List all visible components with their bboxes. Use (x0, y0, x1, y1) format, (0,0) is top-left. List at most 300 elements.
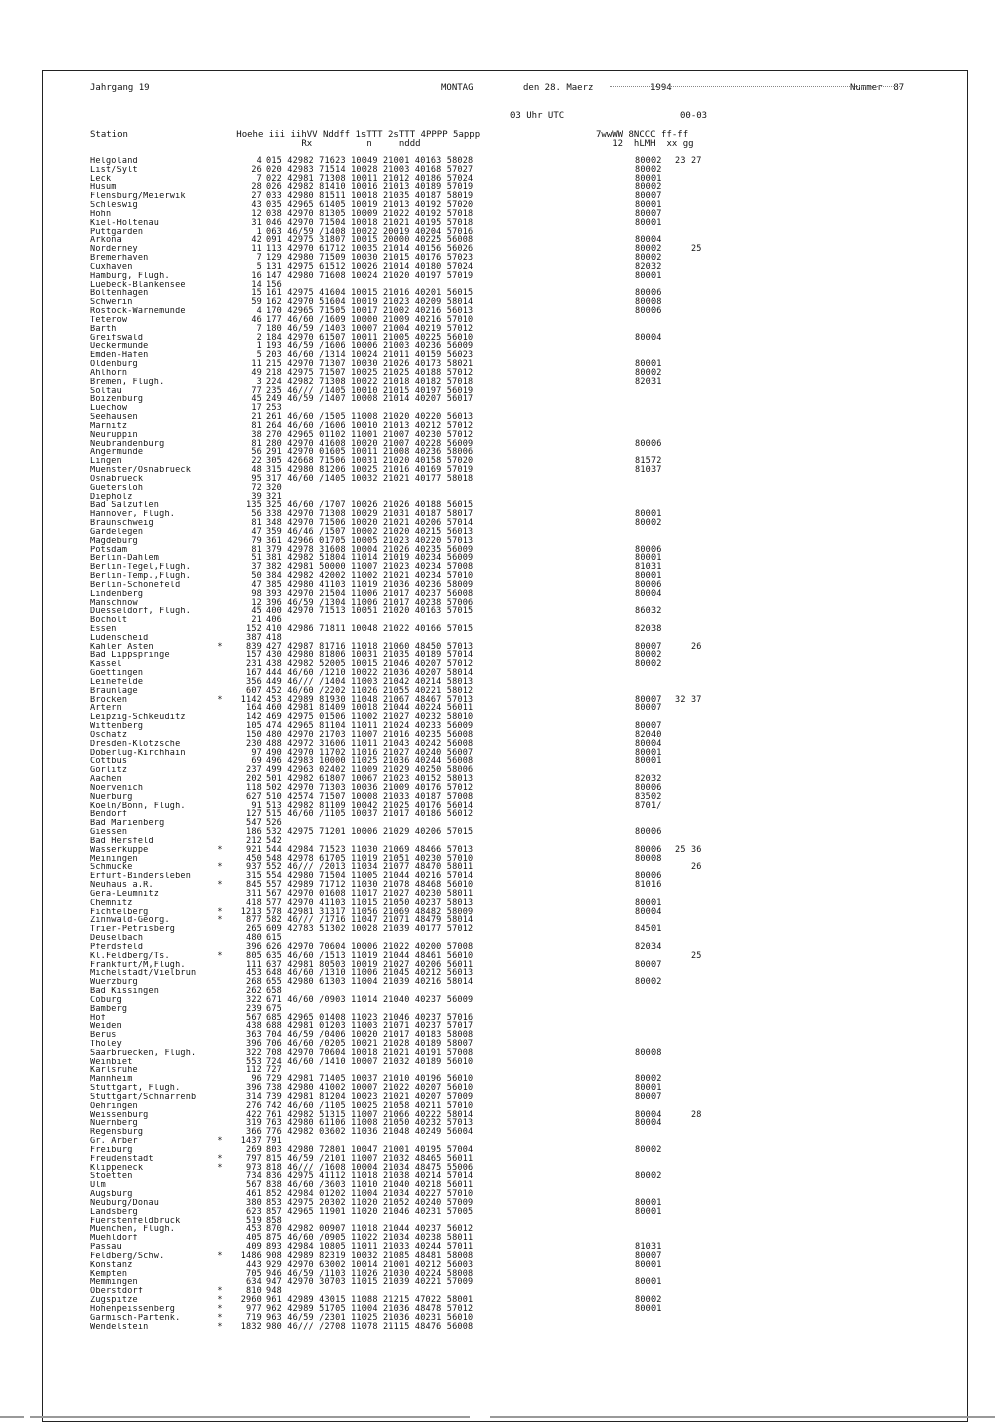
station-name: Ulm (90, 1181, 106, 1191)
station-name: Leck (90, 174, 112, 184)
station-height: 311 (246, 888, 262, 899)
synop-groups: 384 42982 42002 11002 21021 40234 57010 (266, 571, 474, 581)
station-height: 1486 (240, 1250, 262, 1261)
station-height: 27 (251, 191, 262, 202)
station-height: 7 (256, 173, 262, 184)
station-height: 438 (246, 1021, 262, 1032)
station-name: Lüdenscheid (90, 633, 149, 643)
station-height: 1437 (240, 1136, 262, 1147)
synop-groups: 554 42980 71504 11005 21044 40216 57014 (266, 871, 474, 882)
cloud-group: 80006 (635, 306, 662, 317)
synop-groups: 857 42965 11901 11020 21046 40231 57005 (266, 1206, 474, 1217)
cloud-group: 80004 (635, 588, 662, 599)
station-height: 396 (246, 941, 262, 952)
station-name: Luebeck-Blankensee (90, 280, 186, 290)
station-name: Braunschweig (90, 519, 154, 529)
cloud-group: 81016 (635, 880, 662, 891)
station-name: Gr. Arber (90, 1137, 138, 1147)
synop-groups: 113 42970 61712 10035 21014 40156 56026 (266, 244, 474, 255)
synop-groups: 321 (266, 491, 282, 502)
synop-groups: 815 46/59 /2101 11007 21032 48465 56011 (266, 1153, 474, 1164)
synop-groups: 578 42981 31317 11056 21069 48482 58009 (266, 906, 474, 917)
column-header-1: Station Hoehe iii iihVV Nddff 1sTTT 2sTTT 4PPPP 5appp (90, 130, 481, 140)
synop-groups: 320 (266, 482, 282, 493)
synop-groups: 818 46/// /1608 10004 21034 48475 55006 (266, 1162, 474, 1173)
synop-groups: 469 42975 01506 11002 21027 40232 58010 (266, 712, 474, 723)
synop-groups: 803 42980 72801 10047 21001 40195 57004 (266, 1144, 474, 1155)
synop-groups: 853 42975 20302 11020 21052 40240 57009 (266, 1197, 474, 1208)
station-height: 81 (251, 544, 262, 555)
synop-groups: 729 42981 71405 10037 21010 40196 56010 (266, 1074, 474, 1085)
station-height: 79 (251, 535, 262, 546)
synop-groups: 444 46/60 /1210 10022 21036 40207 58014 (266, 668, 474, 679)
cloud-group: 80004 (635, 906, 662, 917)
station-height: 72 (251, 482, 262, 493)
cloud-group: 80002 (635, 977, 662, 988)
cloud-group: 80008 (635, 853, 662, 864)
station-name: Osnabrueck (90, 474, 144, 484)
station-name: Trier-Petrisberg (90, 925, 176, 935)
station-height: 1 (256, 226, 262, 237)
cloud-group: 80007 (635, 208, 662, 219)
station-name: Gardelegen (90, 527, 144, 537)
station-name: Norderney (90, 245, 138, 255)
station-height: 59 (251, 297, 262, 308)
synop-groups: 396 46/59 /1304 11006 21017 40238 57006 (266, 597, 474, 608)
synop-groups: 131 42975 61512 10026 21014 40180 57024 (266, 261, 474, 272)
synop-groups: 015 42982 71623 10049 21001 40163 58028 (266, 156, 474, 166)
station-height: 81 (251, 420, 262, 431)
station-name: Kiel-Holtenau (90, 218, 160, 228)
station-name: Magdeburg (90, 536, 138, 546)
station-name: Schmücke (90, 863, 133, 873)
synop-groups: 490 42970 11702 11016 21027 40240 56007 (266, 747, 474, 758)
mountain-marker: * (217, 1295, 223, 1306)
station-height: 81 (251, 518, 262, 529)
synop-groups: 315 42980 81206 10025 21016 40169 57019 (266, 465, 474, 476)
cloud-group: 80001 (635, 509, 662, 520)
station-height: 51 (251, 553, 262, 564)
cloud-group: 80001 (635, 359, 662, 370)
station-height: 45 (251, 394, 262, 405)
station-height: 5 (256, 261, 262, 272)
station-name: Guetersloh (90, 483, 144, 493)
station-height: 262 (246, 986, 262, 997)
station-name: Karlsruhe (90, 1066, 138, 1076)
cloud-group: 81031 (635, 562, 662, 573)
station-name: Görlitz (90, 766, 128, 776)
synop-groups: 385 42980 41103 11019 21036 40236 58009 (266, 579, 474, 590)
cloud-group: 80008 (635, 297, 662, 308)
station-name: Cottbus (90, 757, 128, 767)
station-height: 2 (256, 332, 262, 343)
cloud-group: 80006 (635, 544, 662, 555)
station-height: 127 (246, 809, 262, 820)
mountain-marker: * (217, 641, 223, 652)
synop-groups: 946 46/59 /1103 11026 21030 40224 58008 (266, 1268, 474, 1279)
station-name: Berlin-Tegel,Flugh. (90, 563, 192, 573)
station-name: Zinnwald-Georg. (90, 916, 170, 926)
station-height: 111 (246, 959, 262, 970)
synop-groups: 557 42989 71712 11030 21078 48468 56010 (266, 880, 474, 891)
station-name: Braunlage (90, 686, 138, 696)
cloud-group: 80001 (635, 1197, 662, 1208)
station-name: Lingen (90, 457, 122, 467)
station-name: Bremerhaven (90, 254, 149, 264)
cloud-group: 83502 (635, 791, 662, 802)
cloud-group: 80001 (635, 571, 662, 581)
header-divider (610, 86, 900, 87)
station-name: Bremen, Flugh. (90, 377, 165, 387)
cloud-group: 80002 (635, 182, 662, 193)
station-height: 1142 (240, 694, 262, 705)
synop-groups: 499 42963 02402 11009 21029 40250 58006 (266, 765, 474, 776)
station-height: 167 (246, 668, 262, 679)
synop-groups: 567 42970 01608 11017 21027 40230 58011 (266, 888, 474, 899)
synop-groups: 526 (266, 818, 282, 829)
cloud-group: 80001 (635, 1206, 662, 1217)
synop-groups: 338 42970 71308 10029 21031 40187 58017 (266, 509, 474, 520)
station-height: 269 (246, 1144, 262, 1155)
synop-groups: 502 42970 71303 10036 21009 40176 57012 (266, 782, 474, 793)
synop-groups: 280 42970 41608 10020 21007 40228 56009 (266, 438, 474, 449)
station-name: Schwerin (90, 298, 133, 308)
cloud-group: 80001 (635, 200, 662, 211)
synop-groups: 033 42980 81511 10018 21035 40187 58019 (266, 191, 474, 202)
mountain-marker: * (217, 1136, 223, 1147)
synop-groups: 637 42981 80503 10019 21027 40206 56011 (266, 959, 474, 970)
station-name: Hamburg, Flugh. (90, 271, 170, 281)
synop-groups: 852 42984 01202 11004 21034 40227 57010 (266, 1189, 474, 1200)
station-height: 553 (246, 1056, 262, 1067)
mountain-marker: * (217, 1153, 223, 1164)
station-name: Coburg (90, 995, 122, 1005)
synop-groups: 215 42970 71307 10030 21026 40173 58021 (266, 359, 474, 370)
synop-groups: 235 46/// /1405 10010 21015 40197 56019 (266, 385, 474, 396)
cloud-group: 80002 (635, 367, 662, 378)
station-height: 627 (246, 791, 262, 802)
gust-group: 26 (675, 641, 702, 652)
synop-groups: 406 (266, 615, 282, 626)
synop-groups: 418 (266, 632, 282, 643)
station-height: 315 (246, 871, 262, 882)
mountain-marker: * (217, 915, 223, 926)
cloud-group: 80001 (635, 217, 662, 228)
station-height: 443 (246, 1259, 262, 1270)
mountain-marker: * (217, 862, 223, 873)
station-name: Freiburg (90, 1145, 133, 1155)
station-height: 237 (246, 765, 262, 776)
station-name: Bamberg (90, 1004, 128, 1014)
station-height: 314 (246, 1091, 262, 1102)
station-name: Passau (90, 1243, 122, 1253)
synop-groups: 393 42970 21504 11006 21017 40237 56008 (266, 588, 474, 599)
mountain-marker: * (217, 950, 223, 961)
synop-groups: 980 46/// /2708 11078 21115 48476 56008 (266, 1321, 474, 1332)
cloud-group: 84501 (635, 924, 662, 935)
station-height: 15 (251, 288, 262, 299)
station-name: Klippeneck (90, 1163, 144, 1173)
footer-line (30, 1416, 470, 1418)
synop-groups: 147 42980 71608 10024 21020 40197 57019 (266, 270, 474, 281)
date-label: den 28. Maerz (523, 83, 594, 93)
station-height: 461 (246, 1189, 262, 1200)
station-name: Leipzig-Schkeuditz (90, 713, 186, 723)
station-name: Pferdsfeld (90, 942, 144, 952)
synop-groups: 249 46/59 /1407 10008 21014 40207 56017 (266, 394, 474, 405)
synop-groups: 379 42978 31608 10004 21026 40235 56009 (266, 544, 474, 555)
synop-groups: 658 (266, 986, 282, 997)
station-name: Bad Salzuflen (90, 501, 160, 511)
gust-group: 32 37 (675, 694, 702, 705)
station-height: 152 (246, 623, 262, 634)
station-height: 977 (246, 1303, 262, 1314)
station-height: 453 (246, 968, 262, 979)
station-height: 973 (246, 1162, 262, 1173)
synop-groups: 688 42981 01203 11003 21071 40237 57017 (266, 1021, 474, 1032)
station-height: 396 (246, 1083, 262, 1094)
synop-groups: 359 46/46 /1507 10002 21020 40215 56013 (266, 526, 474, 537)
station-height: 805 (246, 950, 262, 961)
station-name: Greifswald (90, 333, 144, 343)
synop-groups: 513 42982 81109 10042 21025 40176 56014 (266, 800, 474, 811)
station-name: Angermünde (90, 448, 144, 458)
station-name: Zugspitze (90, 1296, 138, 1306)
synop-groups: 963 46/59 /2301 11025 21036 40231 56010 (266, 1312, 474, 1323)
station-height: 705 (246, 1268, 262, 1279)
cloud-group: 82032 (635, 261, 662, 272)
synop-groups: 858 (266, 1215, 282, 1226)
cloud-group: 80007 (635, 694, 662, 705)
station-name: Hannover, Flugh. (90, 510, 176, 520)
synop-groups: 410 42986 71811 10048 21022 40166 57015 (266, 623, 474, 634)
station-height: 230 (246, 738, 262, 749)
footer-line (490, 1416, 995, 1418)
station-height: 47 (251, 526, 262, 537)
cloud-group: 80006 (635, 288, 662, 299)
station-height: 12 (251, 597, 262, 608)
synop-groups: 046 42970 71504 10018 21021 40195 57018 (266, 217, 474, 228)
station-height: 157 (246, 650, 262, 661)
station-name: Giessen (90, 828, 128, 838)
station-height: 105 (246, 721, 262, 732)
station-name: Artern (90, 704, 122, 714)
synop-groups: 929 42970 63002 10014 21001 40212 56003 (266, 1259, 474, 1270)
station-height: 1832 (240, 1321, 262, 1332)
cloud-group: 80006 (635, 782, 662, 793)
synop-groups: 224 42982 71308 10022 21018 40182 57018 (266, 376, 474, 387)
synop-groups: 317 46/60 /1405 10032 21021 40177 58018 (266, 473, 474, 484)
synop-groups: 270 42965 01102 11001 21007 40230 57012 (266, 429, 474, 440)
synop-groups: 515 46/60 /1105 10037 21017 40186 56012 (266, 809, 474, 820)
synop-groups: 488 42972 31606 11011 21043 40242 56008 (266, 738, 474, 749)
cloud-group: 80002 (635, 164, 662, 175)
cloud-group: 80002 (635, 518, 662, 529)
station-name: Husum (90, 183, 117, 193)
synop-groups: 838 46/60 /3603 11010 21040 40218 56011 (266, 1180, 474, 1191)
station-height: 937 (246, 862, 262, 873)
station-name: Erfurt-Bindersleben (90, 872, 192, 882)
station-name: Kl.Feldberg/Ts. (90, 951, 170, 961)
synop-groups: 156 (266, 279, 282, 290)
cloud-group: 80004 (635, 332, 662, 343)
station-name: Tholey (90, 1040, 122, 1049)
station-height: 45 (251, 606, 262, 617)
synop-groups: 706 46/60 /0205 10021 21028 40189 58007 (266, 1039, 474, 1049)
station-height: 202 (246, 774, 262, 785)
station-name: Fichtelberg (90, 907, 149, 917)
synop-groups: 761 42982 51315 11007 21066 40222 58014 (266, 1109, 474, 1120)
synop-groups: 382 42981 50000 11007 21023 40234 57008 (266, 562, 474, 573)
station-name: Nuerburg (90, 792, 133, 802)
synop-groups: 430 42980 81806 10031 21035 40189 57014 (266, 650, 474, 661)
station-height: 877 (246, 915, 262, 926)
synop-groups: 544 42984 71523 11030 21069 48466 57013 (266, 844, 474, 855)
cloud-group: 80001 (635, 173, 662, 184)
synop-groups: 348 42970 71506 10020 21021 40206 57014 (266, 518, 474, 529)
station-name: Stuttgart/Schnarrenb (90, 1092, 197, 1102)
cloud-group: 80002 (635, 156, 662, 166)
cloud-group: 80002 (635, 1144, 662, 1155)
station-name: Soltau (90, 386, 122, 396)
station-height: 4 (256, 306, 262, 317)
station-height: 56 (251, 509, 262, 520)
station-height: 418 (246, 897, 262, 908)
station-height: 2960 (240, 1295, 262, 1306)
station-height: 37 (251, 562, 262, 573)
mountain-marker: * (217, 1321, 223, 1332)
station-name: Schleswig (90, 201, 138, 211)
synop-groups: 162 42970 51604 10019 21023 40209 58014 (266, 297, 474, 308)
station-height: 387 (246, 632, 262, 643)
station-name: Goettingen (90, 669, 144, 679)
station-height: 409 (246, 1242, 262, 1253)
cloud-group: 80001 (635, 1303, 662, 1314)
station-height: 268 (246, 977, 262, 988)
synop-groups: 739 42981 81204 10023 21021 40207 57009 (266, 1091, 474, 1102)
synop-groups: 948 (266, 1286, 282, 1297)
synop-groups: 161 42975 41604 10015 21016 40201 56015 (266, 288, 474, 299)
station-name: Weiden (90, 1022, 122, 1032)
mountain-marker: * (217, 694, 223, 705)
synop-groups: 452 46/60 /2202 11026 21055 40221 58012 (266, 685, 474, 696)
station-name: Hohenpeissenberg (90, 1304, 176, 1314)
cloud-group: 82040 (635, 729, 662, 740)
synop-groups: 582 46/// /1716 11047 21071 48479 58014 (266, 915, 474, 926)
synop-groups: 253 (266, 403, 282, 414)
station-name: Deuselbach (90, 934, 144, 944)
station-height: 21 (251, 615, 262, 626)
synop-groups: 893 42984 10805 11011 21033 40244 57011 (266, 1242, 474, 1253)
gust-group: 25 36 (675, 844, 702, 855)
cloud-group: 80002 (635, 1171, 662, 1182)
station-height: 319 (246, 1118, 262, 1129)
synop-groups: 177 46/60 /1609 10000 21009 40216 57010 (266, 314, 474, 325)
station-name: Muenster/Osnabrueck (90, 466, 192, 476)
column-header-extra-1: 7wwWW 8NCCC ff-ff (596, 130, 689, 140)
station-height: 810 (246, 1286, 262, 1297)
station-height: 356 (246, 676, 262, 687)
station-name: Wasserkuppe (90, 845, 149, 855)
gust-group: 25 (675, 244, 702, 255)
cloud-group: 80006 (635, 844, 662, 855)
synop-groups: 962 42989 51705 11004 21036 48478 57012 (266, 1303, 474, 1314)
synop-groups: 577 42970 41103 11015 21050 40237 58013 (266, 897, 474, 908)
cloud-group: 80006 (635, 827, 662, 838)
cloud-group: 81031 (635, 1242, 662, 1253)
cloud-group: 80002 (635, 1295, 662, 1306)
station-height: 634 (246, 1277, 262, 1288)
station-height: 322 (246, 994, 262, 1005)
synop-groups: 218 42975 71507 10025 21025 40188 57012 (266, 367, 474, 378)
cloud-group: 82038 (635, 623, 662, 634)
station-height: 97 (251, 747, 262, 758)
station-name: Neubrandenburg (90, 439, 165, 449)
cloud-group: 80002 (635, 253, 662, 264)
station-name: Boltenhagen (90, 289, 149, 299)
station-name: Oldenburg (90, 360, 138, 370)
cloud-group: 81572 (635, 456, 662, 467)
station-height: 43 (251, 200, 262, 211)
station-height: 519 (246, 1215, 262, 1226)
cloud-group: 80006 (635, 438, 662, 449)
station-height: 450 (246, 853, 262, 864)
station-height: 1213 (240, 906, 262, 917)
synop-groups: 400 42970 71513 10051 21020 40163 57015 (266, 606, 474, 617)
cloud-group: 80006 (635, 579, 662, 590)
synop-groups: 791 (266, 1136, 282, 1147)
station-height: 845 (246, 880, 262, 891)
cloud-group: 80001 (635, 756, 662, 767)
station-name: Weinbiet (90, 1057, 133, 1067)
synop-groups: 542 (266, 835, 282, 846)
station-name: Muenchen, Flugh. (90, 1225, 176, 1235)
synop-groups: 648 46/60 /1310 11006 21045 40212 56013 (266, 968, 474, 979)
mountain-marker: * (217, 844, 223, 855)
station-height: 480 (246, 933, 262, 944)
synop-groups: 129 42980 71509 10030 21015 40176 57023 (266, 253, 474, 264)
synop-groups: 361 42966 01705 10005 21023 40220 57013 (266, 535, 474, 546)
station-name: Duesseldorf, Flugh. (90, 607, 192, 617)
station-name: Noervenich (90, 783, 144, 793)
station-height: 12 (251, 208, 262, 219)
station-name: Muehldorf (90, 1234, 138, 1244)
station-height: 797 (246, 1153, 262, 1164)
station-name: Nuernberg (90, 1119, 138, 1129)
cloud-group: 80007 (635, 191, 662, 202)
cloud-group: 82032 (635, 774, 662, 785)
station-name: Frankfurt/M,Flugh. (90, 960, 186, 970)
station-height: 3 (256, 376, 262, 387)
synop-groups: 501 42982 61807 10067 21023 40152 58013 (266, 774, 474, 785)
station-name: Wittenberg (90, 722, 144, 732)
synop-groups: 961 42989 43015 11088 21215 47022 58001 (266, 1295, 474, 1306)
cloud-group: 80002 (635, 650, 662, 661)
synop-groups: 474 42965 81104 11011 21024 40233 56009 (266, 721, 474, 732)
station-height: 142 (246, 712, 262, 723)
synop-groups: 026 42982 81410 10016 21013 40189 57019 (266, 182, 474, 193)
synop-groups: 460 42981 81409 10018 21044 40224 56011 (266, 703, 474, 714)
station-height: 17 (251, 403, 262, 414)
synop-groups: 609 42783 51302 10028 21039 40177 57012 (266, 924, 474, 935)
station-height: 164 (246, 703, 262, 714)
station-height: 839 (246, 641, 262, 652)
station-height: 607 (246, 685, 262, 696)
station-name: Freudenstadt (90, 1154, 154, 1164)
station-height: 21 (251, 412, 262, 423)
station-height: 39 (251, 491, 262, 502)
synop-groups: 193 46/59 /1606 10006 21003 40236 56009 (266, 341, 474, 352)
